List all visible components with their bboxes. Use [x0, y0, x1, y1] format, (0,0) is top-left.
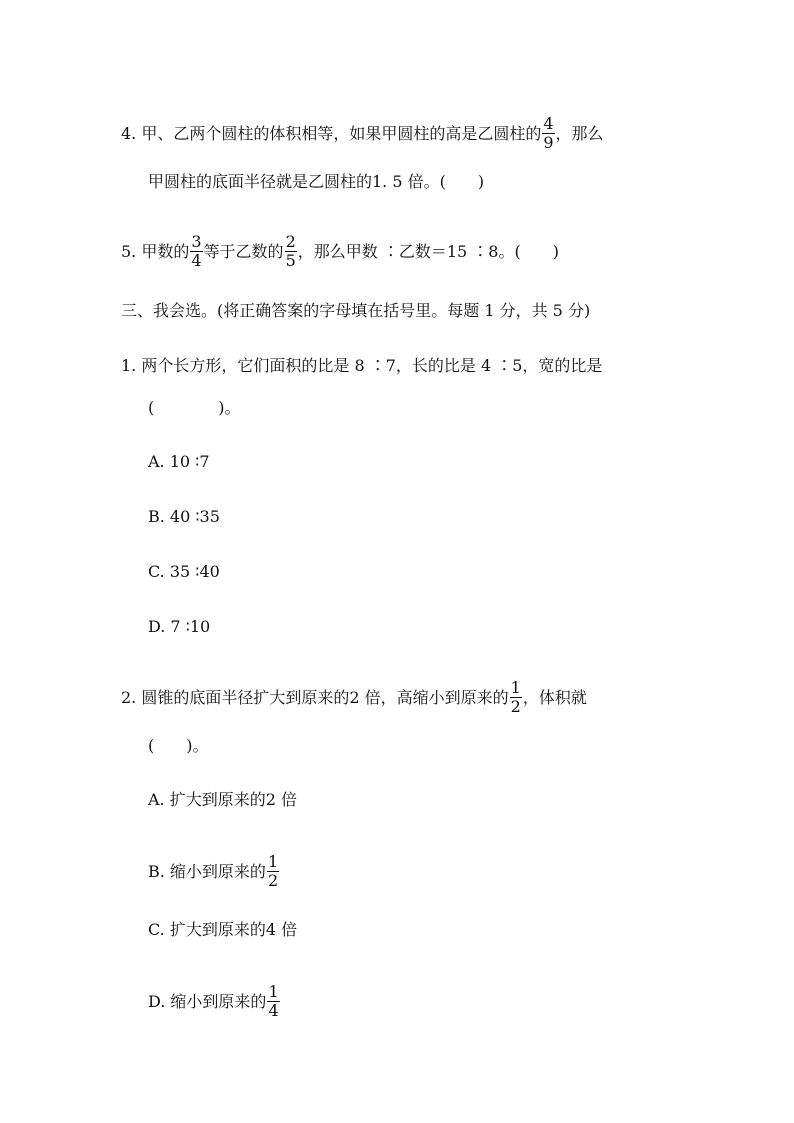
- choice-q1-stem: 1. 两个长方形，它们面积的比是 8 ∶7，长的比是 4 ∶5，宽的比是: [121, 356, 603, 375]
- fraction-denominator: 4: [191, 251, 202, 270]
- choice-q2-stem: [121, 680, 587, 717]
- choice-q2-blank: ( )。: [148, 736, 209, 755]
- fraction-denominator: 2: [267, 871, 279, 890]
- fraction-numerator: 1: [267, 852, 279, 871]
- fraction-denominator: 9: [543, 133, 554, 152]
- choice-q1-option-d: D. 7 ∶10: [148, 617, 211, 636]
- fraction-3-4: [190, 233, 202, 270]
- fraction-2-5: [285, 233, 297, 270]
- choice-q2-text-a: 2. 圆锥的底面半径扩大到原来的2 倍，高缩小到原来的: [121, 688, 509, 707]
- judge-q5-text-b: 等于乙数的: [203, 242, 284, 261]
- choice-q2-option-b: [148, 854, 280, 891]
- choice-q1-blank: ( )。: [148, 398, 241, 417]
- fraction-4-9: [542, 115, 554, 152]
- fraction-1-2: [267, 853, 279, 890]
- choice-q1-option-a: A. 10 ∶7: [148, 452, 210, 471]
- fraction-numerator: 3: [191, 232, 202, 251]
- fraction-denominator: 5: [285, 251, 296, 270]
- fraction-1-2: [510, 679, 522, 716]
- judge-q4-text-b: ，那么: [555, 124, 604, 143]
- choice-q1-option-b: B. 40 ∶35: [148, 507, 220, 526]
- fraction-denominator: 2: [510, 697, 521, 716]
- choice-q2-option-d-text: D. 缩小到原来的: [148, 992, 267, 1011]
- choice-q1-option-c: C. 35 ∶40: [148, 562, 220, 581]
- choice-q2-option-a: A. 扩大到原来的2 倍: [148, 790, 297, 809]
- fraction-numerator: 4: [543, 114, 554, 133]
- judge-q4-text-a: 4. 甲、乙两个圆柱的体积相等，如果甲圆柱的高是乙圆柱的: [121, 124, 542, 143]
- fraction-numerator: 1: [268, 982, 279, 1001]
- judge-q4-line2: 甲圆柱的底面半径就是乙圆柱的1. 5 倍。( ): [148, 172, 485, 191]
- choice-q2-option-c: C. 扩大到原来的4 倍: [148, 920, 298, 939]
- judge-q4-line1: [121, 116, 604, 153]
- fraction-numerator: 1: [510, 678, 521, 697]
- choice-q2-option-d: [148, 984, 281, 1021]
- judge-q5-text-a: 5. 甲数的: [121, 242, 190, 261]
- choice-q2-text-b: ，体积就: [522, 688, 587, 707]
- fraction-numerator: 2: [285, 232, 296, 251]
- fraction-denominator: 4: [268, 1001, 279, 1020]
- section-title: 三、我会选。(将正确答案的字母填在括号里。每题 1 分，共 5 分): [121, 301, 591, 320]
- judge-q5: [121, 234, 559, 271]
- judge-q5-text-c: ，那么甲数 ∶乙数＝15 ∶8。( ): [297, 242, 559, 261]
- fraction-1-4: [267, 983, 279, 1020]
- choice-q2-option-b-text: B. 缩小到原来的: [148, 862, 266, 881]
